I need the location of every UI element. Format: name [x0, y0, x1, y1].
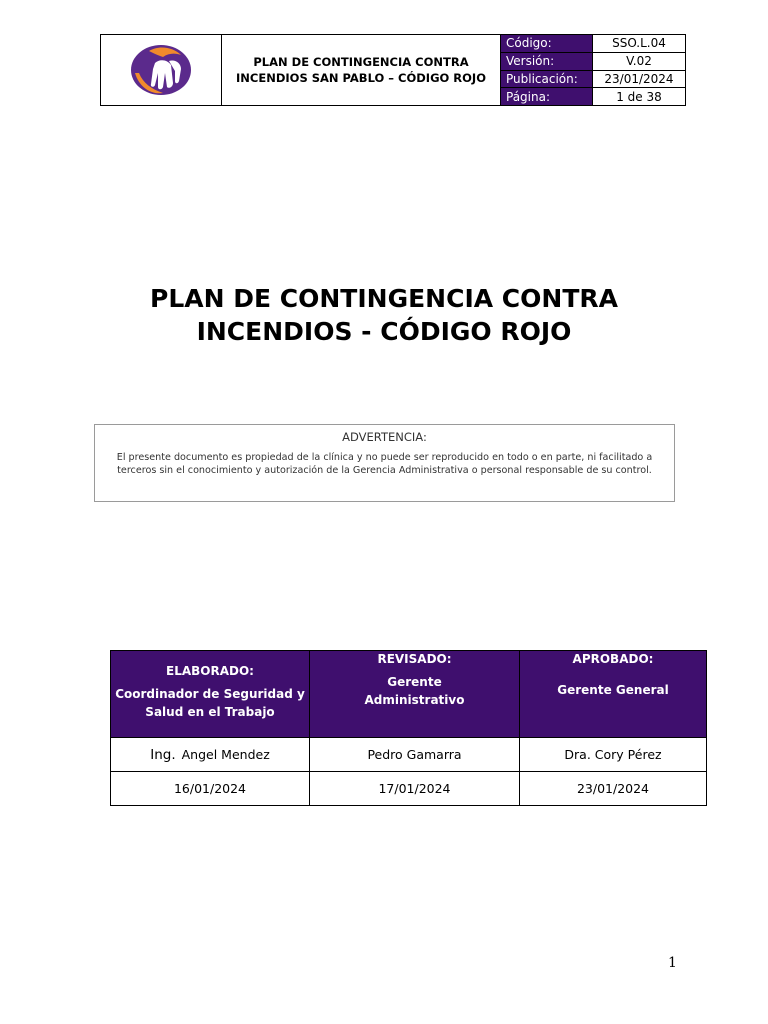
clinic-hands-logo-icon — [129, 43, 193, 97]
approval-table — [110, 650, 707, 806]
approval-name-row — [111, 738, 707, 772]
elaborado-role-line1: Coordinador de Seguridad y — [115, 687, 305, 701]
page-number: 1 — [668, 955, 677, 971]
document-header — [100, 34, 686, 106]
warning-text: El presente documento es propiedad de la clínica y no puede ser reproducido en todo o en parte, ni facilitado a terceros sin el conocimiento y autorización de la Gerencia Administrativa o personal responsable de su control. — [116, 452, 653, 476]
document-title-line2: INCENDIOS - CÓDIGO ROJO — [196, 317, 572, 346]
revisado-role-line1: Gerente — [387, 675, 442, 689]
meta-label: Publicación: — [501, 71, 593, 88]
meta-value: V.02 — [626, 54, 652, 69]
warning-box — [94, 424, 675, 502]
elaborado-name: Angel Mendez — [181, 746, 270, 762]
header-title-line1: PLAN DE CONTINGENCIA CONTRA — [253, 55, 469, 69]
aprobado-date-cell — [520, 772, 707, 806]
elaborado-date-cell — [111, 772, 310, 806]
revisado-role-line2: Administrativo — [364, 693, 465, 707]
meta-label: Versión: — [501, 53, 593, 70]
elaborado-role-line2: Salud en el Trabajo — [145, 705, 275, 719]
aprobado-label: APROBADO: — [572, 652, 654, 666]
elaborado-date: 16/01/2024 — [173, 781, 247, 796]
document-title-line1: PLAN DE CONTINGENCIA CONTRA — [150, 284, 618, 313]
document-title — [0, 282, 768, 348]
meta-value: 23/01/2024 — [604, 71, 674, 86]
meta-value: 1 de 38 — [616, 89, 662, 104]
approval-date-row — [111, 772, 707, 806]
meta-row-page — [501, 88, 685, 105]
revisado-date: 17/01/2024 — [378, 781, 451, 796]
aprobado-name-cell — [520, 738, 707, 772]
header-title-line2: INCENDIOS SAN PABLO – CÓDIGO ROJO — [236, 71, 486, 85]
header-title — [222, 35, 501, 105]
meta-value: SSO.L.04 — [612, 36, 666, 51]
meta-row-version — [501, 53, 685, 71]
revisado-date-cell — [310, 772, 520, 806]
aprobado-role-line1: Gerente General — [557, 683, 669, 697]
meta-label: Código: — [501, 35, 593, 52]
revisado-label: REVISADO: — [377, 652, 452, 666]
name-prefix: Ing. — [150, 746, 176, 763]
revisado-name-cell — [310, 738, 520, 772]
revisado-header-cell — [310, 651, 520, 738]
aprobado-header-cell — [520, 651, 707, 738]
elaborado-label: ELABORADO: — [166, 664, 254, 678]
aprobado-date: 23/01/2024 — [576, 781, 650, 796]
meta-row-code — [501, 35, 685, 53]
approval-header-row — [111, 651, 707, 738]
elaborado-header-cell — [111, 651, 310, 738]
logo-cell — [101, 35, 222, 105]
meta-label: Página: — [501, 88, 593, 105]
document-metadata — [501, 35, 685, 105]
meta-row-publication — [501, 71, 685, 89]
warning-title: ADVERTENCIA: — [342, 430, 427, 444]
aprobado-name: Dra. Cory Pérez — [564, 747, 662, 762]
elaborado-name-cell — [111, 738, 310, 772]
revisado-name: Pedro Gamarra — [367, 747, 462, 762]
